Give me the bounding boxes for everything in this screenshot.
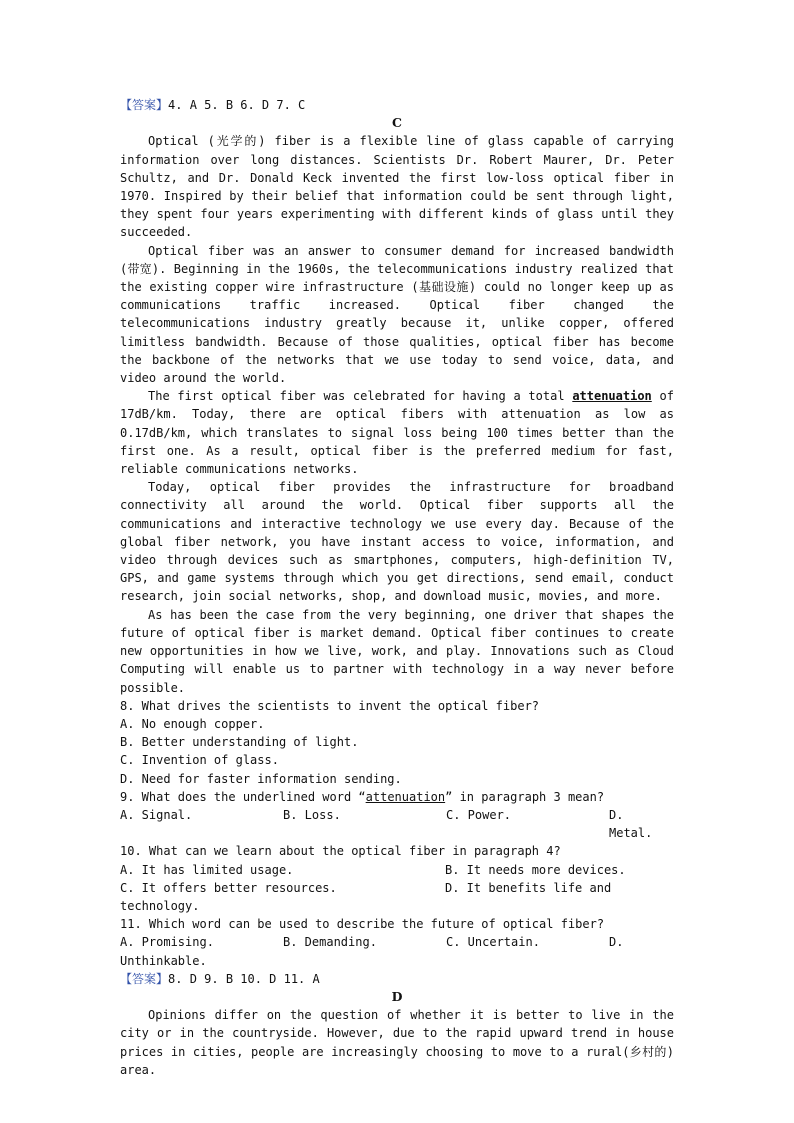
- option-a: A. No enough copper.: [120, 716, 265, 731]
- paragraph-d-1: Opinions differ on the question of whether it is better to live in the city or in the countryside. However, due to the rapid upward trend in house prices in cities, people are increasingly choosing to move to a rural(乡村的) area.: [120, 1008, 674, 1077]
- option-a: A. Signal.: [120, 807, 193, 822]
- paragraph-3: The first optical fiber was celebrated for having a total attenuation of 17dB/km. Today, there are optical fibers with attenuation as low as 0.17dB/km, which translates to signal loss being 100 times better than the first one. As a result, optical fiber is the preferred medium for fast, reliable communications networks.: [120, 389, 674, 477]
- option-b: B. Demanding.: [283, 935, 377, 950]
- answer-text: 4. A 5. B 6. D 7. C: [168, 98, 306, 112]
- option-b: B. It needs more devices.: [445, 862, 626, 877]
- option-d: D. It benefits life and: [445, 880, 612, 895]
- answer-text: 8. D 9. B 10. D 11. A: [168, 971, 320, 986]
- section-heading-d: D: [391, 988, 403, 1004]
- paragraph-1: Optical (光学的) fiber is a flexible line of glass capable of carrying information over long distances. Scientists Dr. Robert Maurer, Dr. Peter Schultz, and Dr. Donald Keck invented the first low-loss optical fiber in 1970. Inspired by their belief that information could be sent through light, they spent four years experimenting with different kinds of glass until they succeeded.: [120, 134, 674, 240]
- question-stem: 9. What does the underlined word “attenuation” in paragraph 3 mean?: [120, 789, 605, 804]
- question-8: [120, 697, 674, 788]
- options-row: [120, 933, 674, 951]
- option-c: C. Uncertain.: [446, 935, 540, 950]
- paragraph-2: Optical fiber was an answer to consumer demand for increased bandwidth (带宽). Beginning in the 1960s, the telecommunications industry realized that the existing copper wire infrastructure (基础设施) could no longer keep up as communications traffic increased. Optical fiber changed the telecommunications industry greatly because it, unlike copper, offered limitless bandwidth. Because of those qualities, optical fiber has become the backbone of the networks that we use today to send voice, data, and video around the world.: [120, 243, 674, 386]
- answer-line-c: [120, 96, 674, 114]
- option-b: B. Loss.: [283, 807, 341, 822]
- option-d-continued: technology.: [120, 898, 200, 913]
- answer-line-d: [120, 970, 674, 988]
- section-heading-c: C: [392, 115, 402, 131]
- question-11: [120, 915, 674, 970]
- underlined-word: attenuation: [365, 789, 446, 804]
- option-c: C. Power.: [446, 807, 512, 822]
- options-row: [120, 861, 674, 897]
- option-a: A. Promising.: [120, 935, 214, 950]
- question-stem: 8. What drives the scientists to invent the optical fiber?: [120, 698, 540, 713]
- answer-tag: 【答案】: [120, 98, 169, 112]
- question-10: [120, 842, 674, 915]
- option-d: D. Need for faster information sending.: [120, 771, 402, 786]
- question-9: [120, 788, 674, 843]
- question-stem: 11. Which word can be used to describe the future of optical fiber?: [120, 917, 605, 932]
- underlined-word: attenuation: [572, 389, 652, 404]
- document-page: [120, 96, 674, 1079]
- option-b: B. Better understanding of light.: [120, 735, 359, 750]
- option-c: C. It offers better resources.: [120, 880, 337, 895]
- options-row: [120, 806, 674, 842]
- option-c: C. Invention of glass.: [120, 753, 279, 768]
- paragraph-4: Today, optical fiber provides the infrastructure for broadband connectivity all around the world. Optical fiber supports all the communications and interactive technology we use every day. Because of the global fiber network, you have instant access to voice, information, and video through devices such as smartphones, computers, high-definition TV, GPS, and game systems through which you get directions, send email, conduct research, join social networks, shop, and download music, movies, and more.: [120, 480, 674, 604]
- answer-tag: 【答案】: [120, 971, 169, 986]
- option-d-continued: Unthinkable.: [120, 953, 207, 968]
- option-a: A. It has limited usage.: [120, 862, 294, 877]
- question-stem: 10. What can we learn about the optical fiber in paragraph 4?: [120, 844, 561, 859]
- paragraph-5: As has been the case from the very beginning, one driver that shapes the future of optical fiber is market demand. Optical fiber continues to create new opportunities in how we live, work, and play. Innovations such as Cloud Computing will enable us to partner with technology in a way never before possible.: [120, 607, 674, 695]
- option-d: D.: [609, 935, 624, 950]
- option-d: D. Metal.: [609, 807, 653, 841]
